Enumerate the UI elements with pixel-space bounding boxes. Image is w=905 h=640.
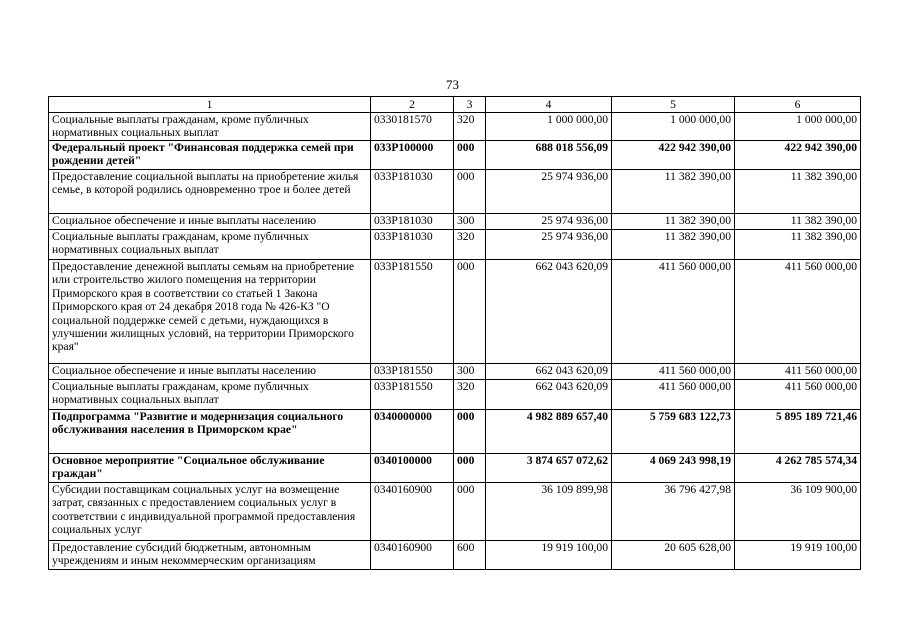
row-value-col5: 411 560 000,00 bbox=[612, 364, 735, 380]
row-type: 000 bbox=[454, 260, 486, 364]
table-row bbox=[49, 364, 861, 380]
row-value-col5: 11 382 390,00 bbox=[612, 230, 735, 260]
row-code: 033P181550 bbox=[371, 260, 454, 364]
row-type: 000 bbox=[454, 141, 486, 170]
table-row bbox=[49, 380, 861, 410]
row-name: Социальное обеспечение и иные выплаты населению bbox=[49, 214, 371, 230]
table-row bbox=[49, 170, 861, 214]
table-header-row bbox=[49, 97, 861, 113]
row-value-col5: 411 560 000,00 bbox=[612, 260, 735, 364]
row-code: 0330181570 bbox=[371, 113, 454, 141]
row-name: Федеральный проект "Финансовая поддержка семей при рождении детей" bbox=[49, 141, 371, 170]
row-code: 033P181550 bbox=[371, 380, 454, 410]
row-value-col6: 19 919 100,00 bbox=[735, 541, 861, 570]
row-value-col4: 25 974 936,00 bbox=[486, 230, 612, 260]
table-row bbox=[49, 260, 861, 364]
row-name: Социальные выплаты гражданам, кроме публичных нормативных социальных выплат bbox=[49, 113, 371, 141]
table-row bbox=[49, 410, 861, 454]
header-cell: 1 bbox=[49, 97, 371, 113]
row-value-col5: 422 942 390,00 bbox=[612, 141, 735, 170]
row-value-col4: 1 000 000,00 bbox=[486, 113, 612, 141]
row-code: 033P181550 bbox=[371, 364, 454, 380]
row-type: 320 bbox=[454, 380, 486, 410]
table-row bbox=[49, 541, 861, 570]
row-value-col5: 20 605 628,00 bbox=[612, 541, 735, 570]
row-code: 0340160900 bbox=[371, 483, 454, 541]
row-type: 320 bbox=[454, 113, 486, 141]
header-cell: 4 bbox=[486, 97, 612, 113]
row-value-col6: 411 560 000,00 bbox=[735, 260, 861, 364]
row-type: 300 bbox=[454, 364, 486, 380]
row-value-col4: 4 982 889 657,40 bbox=[486, 410, 612, 454]
table-row bbox=[49, 214, 861, 230]
row-type: 000 bbox=[454, 410, 486, 454]
header-cell: 2 bbox=[371, 97, 454, 113]
row-value-col6: 411 560 000,00 bbox=[735, 380, 861, 410]
row-code: 033P100000 bbox=[371, 141, 454, 170]
row-name: Субсидии поставщикам социальных услуг на возмещение затрат, связанных с предоставлением социальных услуг в соответствии с индивидуальной программой предоставления социальных услуг bbox=[49, 483, 371, 541]
row-code: 033P181030 bbox=[371, 214, 454, 230]
row-value-col6: 11 382 390,00 bbox=[735, 214, 861, 230]
row-code: 033P181030 bbox=[371, 230, 454, 260]
row-type: 000 bbox=[454, 170, 486, 214]
row-type: 300 bbox=[454, 214, 486, 230]
row-type: 600 bbox=[454, 541, 486, 570]
row-code: 0340000000 bbox=[371, 410, 454, 454]
row-name: Социальное обеспечение и иные выплаты населению bbox=[49, 364, 371, 380]
row-value-col4: 3 874 657 072,62 bbox=[486, 454, 612, 483]
row-type: 000 bbox=[454, 483, 486, 541]
row-value-col6: 5 895 189 721,46 bbox=[735, 410, 861, 454]
row-value-col4: 662 043 620,09 bbox=[486, 260, 612, 364]
header-cell: 6 bbox=[735, 97, 861, 113]
row-value-col6: 11 382 390,00 bbox=[735, 230, 861, 260]
row-name: Предоставление социальной выплаты на приобретение жилья семье, в которой родились одновременно трое и более детей bbox=[49, 170, 371, 214]
row-value-col4: 25 974 936,00 bbox=[486, 170, 612, 214]
row-value-col5: 11 382 390,00 bbox=[612, 170, 735, 214]
row-value-col4: 662 043 620,09 bbox=[486, 380, 612, 410]
row-name: Основное мероприятие "Социальное обслуживание граждан" bbox=[49, 454, 371, 483]
page-number: 73 bbox=[446, 77, 459, 92]
row-value-col6: 411 560 000,00 bbox=[735, 364, 861, 380]
header-cell: 3 bbox=[454, 97, 486, 113]
table-row bbox=[49, 113, 861, 141]
row-value-col6: 1 000 000,00 bbox=[735, 113, 861, 141]
budget-table bbox=[48, 96, 861, 570]
row-type: 320 bbox=[454, 230, 486, 260]
table-row bbox=[49, 483, 861, 541]
header-cell: 5 bbox=[612, 97, 735, 113]
row-value-col6: 36 109 900,00 bbox=[735, 483, 861, 541]
row-value-col5: 36 796 427,98 bbox=[612, 483, 735, 541]
table-row bbox=[49, 454, 861, 483]
row-value-col6: 11 382 390,00 bbox=[735, 170, 861, 214]
table-row bbox=[49, 230, 861, 260]
row-code: 0340100000 bbox=[371, 454, 454, 483]
row-name: Предоставление денежной выплаты семьям на приобретение или строительство жилого помещения на территории Приморского края в соответствии со статьей 1 Закона Приморского края от 24 декабря 2018 года № 426-КЗ "О социальной поддержке семей с детьми, нуждающихся в улучшении жилищных условий, на территории Приморского края" bbox=[49, 260, 371, 364]
row-value-col4: 688 018 556,09 bbox=[486, 141, 612, 170]
row-value-col5: 1 000 000,00 bbox=[612, 113, 735, 141]
table-row bbox=[49, 141, 861, 170]
row-value-col4: 25 974 936,00 bbox=[486, 214, 612, 230]
row-value-col5: 4 069 243 998,19 bbox=[612, 454, 735, 483]
row-code: 033P181030 bbox=[371, 170, 454, 214]
row-name: Социальные выплаты гражданам, кроме публичных нормативных социальных выплат bbox=[49, 230, 371, 260]
row-value-col4: 36 109 899,98 bbox=[486, 483, 612, 541]
row-name: Предоставление субсидий бюджетным, автономным учреждениям и иным некоммерческим организациям bbox=[49, 541, 371, 570]
row-name: Социальные выплаты гражданам, кроме публичных нормативных социальных выплат bbox=[49, 380, 371, 410]
row-type: 000 bbox=[454, 454, 486, 483]
row-code: 0340160900 bbox=[371, 541, 454, 570]
row-value-col6: 422 942 390,00 bbox=[735, 141, 861, 170]
row-value-col5: 5 759 683 122,73 bbox=[612, 410, 735, 454]
row-value-col5: 11 382 390,00 bbox=[612, 214, 735, 230]
row-value-col5: 411 560 000,00 bbox=[612, 380, 735, 410]
row-name: Подпрограмма "Развитие и модернизация социального обслуживания населения в Приморском крае" bbox=[49, 410, 371, 454]
row-value-col4: 662 043 620,09 bbox=[486, 364, 612, 380]
row-value-col6: 4 262 785 574,34 bbox=[735, 454, 861, 483]
row-value-col4: 19 919 100,00 bbox=[486, 541, 612, 570]
